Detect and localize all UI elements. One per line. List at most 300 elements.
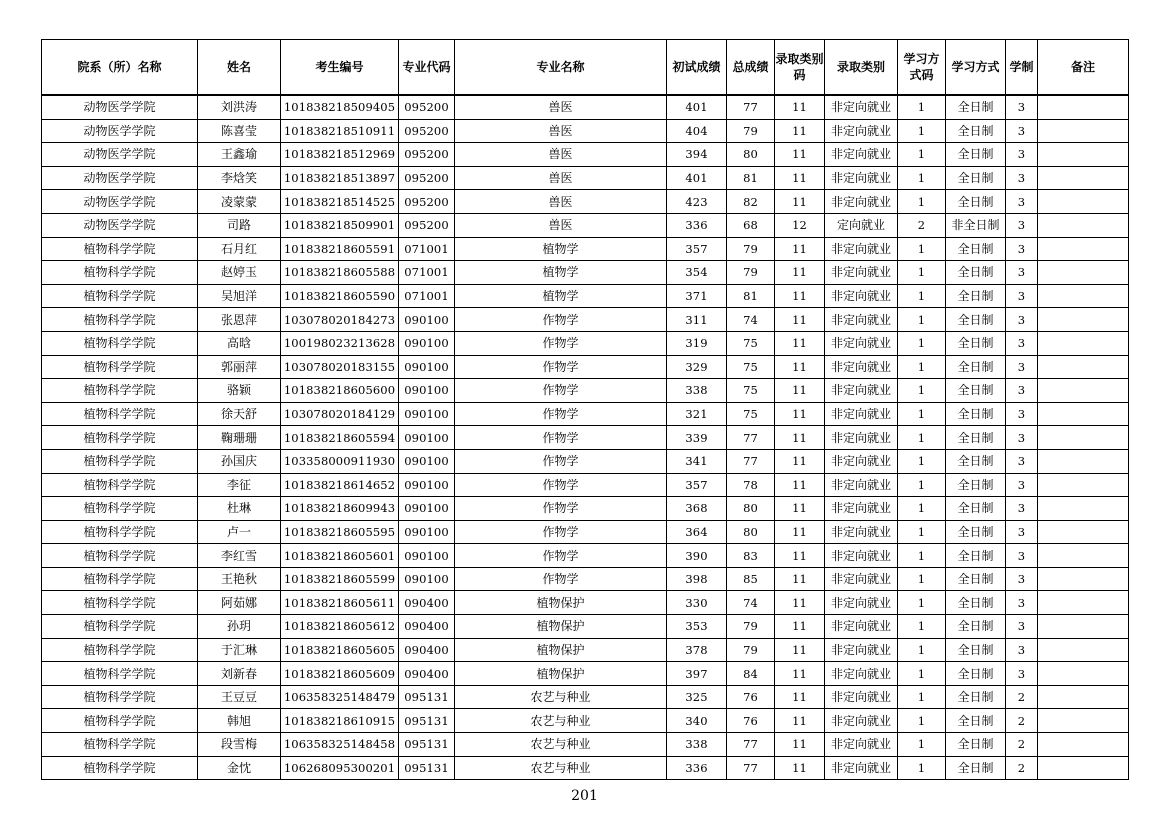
cell-study-mode-code: 1 — [898, 119, 946, 143]
cell-name: 石月红 — [198, 237, 281, 261]
cell-adm-type: 非定向就业 — [825, 685, 898, 709]
header-study-mode-code: 学习方式码 — [898, 40, 946, 96]
cell-study-mode-code: 2 — [898, 213, 946, 237]
cell-duration: 3 — [1006, 166, 1038, 190]
cell-exam-id: 103078020184273 — [281, 308, 399, 332]
cell-total-score: 75 — [727, 331, 775, 355]
cell-major-code: 095131 — [399, 733, 455, 757]
cell-adm-type-code: 11 — [775, 284, 825, 308]
cell-major-code: 090400 — [399, 662, 455, 686]
cell-name: 金忱 — [198, 756, 281, 780]
table-row — [42, 308, 1129, 332]
cell-adm-type-code: 11 — [775, 709, 825, 733]
cell-adm-type-code: 11 — [775, 497, 825, 521]
header-adm-type-code: 录取类别码 — [775, 40, 825, 96]
cell-total-score: 77 — [727, 733, 775, 757]
cell-major-name: 兽医 — [455, 190, 667, 214]
cell-major-name: 兽医 — [455, 95, 667, 119]
cell-study-mode-code: 1 — [898, 379, 946, 403]
cell-name: 司路 — [198, 213, 281, 237]
cell-major-code: 095131 — [399, 685, 455, 709]
cell-name: 于汇琳 — [198, 638, 281, 662]
cell-major-code: 090100 — [399, 426, 455, 450]
cell-exam-id: 101838218605601 — [281, 544, 399, 568]
cell-major-code: 071001 — [399, 261, 455, 285]
cell-study-mode-code: 1 — [898, 544, 946, 568]
cell-dept: 植物科学学院 — [42, 284, 198, 308]
cell-study-mode: 全日制 — [946, 685, 1006, 709]
cell-total-score: 78 — [727, 473, 775, 497]
cell-major-code: 095131 — [399, 709, 455, 733]
cell-adm-type: 非定向就业 — [825, 473, 898, 497]
cell-prelim-score: 336 — [667, 756, 727, 780]
cell-name: 杜琳 — [198, 497, 281, 521]
table-row — [42, 497, 1129, 521]
cell-name: 李焓笑 — [198, 166, 281, 190]
cell-prelim-score: 401 — [667, 95, 727, 119]
cell-adm-type-code: 11 — [775, 662, 825, 686]
cell-remarks — [1038, 709, 1129, 733]
cell-adm-type-code: 11 — [775, 756, 825, 780]
cell-name: 张恩萍 — [198, 308, 281, 332]
cell-total-score: 68 — [727, 213, 775, 237]
cell-duration: 3 — [1006, 449, 1038, 473]
cell-adm-type-code: 11 — [775, 331, 825, 355]
cell-exam-id: 101838218514525 — [281, 190, 399, 214]
cell-major-code: 090100 — [399, 473, 455, 497]
cell-adm-type: 非定向就业 — [825, 733, 898, 757]
cell-duration: 3 — [1006, 567, 1038, 591]
cell-study-mode: 全日制 — [946, 143, 1006, 167]
cell-adm-type: 非定向就业 — [825, 756, 898, 780]
table-row — [42, 355, 1129, 379]
cell-name: 赵婷玉 — [198, 261, 281, 285]
cell-prelim-score: 368 — [667, 497, 727, 521]
cell-study-mode: 全日制 — [946, 426, 1006, 450]
cell-duration: 3 — [1006, 497, 1038, 521]
table-row — [42, 166, 1129, 190]
cell-study-mode-code: 1 — [898, 685, 946, 709]
table-row — [42, 379, 1129, 403]
header-remarks: 备注 — [1038, 40, 1129, 96]
cell-prelim-score: 423 — [667, 190, 727, 214]
cell-adm-type: 非定向就业 — [825, 308, 898, 332]
admission-table — [41, 39, 1129, 780]
cell-remarks — [1038, 520, 1129, 544]
cell-duration: 3 — [1006, 95, 1038, 119]
cell-exam-id: 101838218609943 — [281, 497, 399, 521]
cell-prelim-score: 338 — [667, 733, 727, 757]
cell-major-name: 作物学 — [455, 308, 667, 332]
cell-remarks — [1038, 473, 1129, 497]
cell-adm-type: 非定向就业 — [825, 190, 898, 214]
cell-prelim-score: 397 — [667, 662, 727, 686]
cell-exam-id: 101838218605588 — [281, 261, 399, 285]
cell-exam-id: 101838218605605 — [281, 638, 399, 662]
cell-remarks — [1038, 449, 1129, 473]
cell-duration: 3 — [1006, 213, 1038, 237]
cell-prelim-score: 353 — [667, 615, 727, 639]
cell-study-mode-code: 1 — [898, 355, 946, 379]
cell-dept: 植物科学学院 — [42, 709, 198, 733]
cell-name: 王鑫瑜 — [198, 143, 281, 167]
cell-duration: 3 — [1006, 662, 1038, 686]
cell-exam-id: 101838218509901 — [281, 213, 399, 237]
table-row — [42, 615, 1129, 639]
cell-exam-id: 101838218510911 — [281, 119, 399, 143]
cell-major-code: 090100 — [399, 331, 455, 355]
cell-study-mode: 全日制 — [946, 756, 1006, 780]
cell-remarks — [1038, 402, 1129, 426]
cell-remarks — [1038, 638, 1129, 662]
cell-study-mode: 全日制 — [946, 166, 1006, 190]
cell-study-mode: 全日制 — [946, 567, 1006, 591]
header-row — [42, 40, 1129, 96]
cell-remarks — [1038, 261, 1129, 285]
cell-name: 高晗 — [198, 331, 281, 355]
cell-prelim-score: 338 — [667, 379, 727, 403]
cell-study-mode: 全日制 — [946, 615, 1006, 639]
table-row — [42, 284, 1129, 308]
cell-name: 王艳秋 — [198, 567, 281, 591]
cell-study-mode: 全日制 — [946, 473, 1006, 497]
cell-duration: 3 — [1006, 615, 1038, 639]
cell-study-mode: 全日制 — [946, 190, 1006, 214]
cell-name: 陈喜莹 — [198, 119, 281, 143]
cell-major-name: 作物学 — [455, 426, 667, 450]
cell-exam-id: 101838218605594 — [281, 426, 399, 450]
cell-major-name: 植物学 — [455, 261, 667, 285]
cell-study-mode: 全日制 — [946, 119, 1006, 143]
cell-name: 郭丽萍 — [198, 355, 281, 379]
cell-study-mode: 全日制 — [946, 284, 1006, 308]
cell-name: 凌蒙蒙 — [198, 190, 281, 214]
cell-major-name: 植物学 — [455, 237, 667, 261]
cell-study-mode-code: 1 — [898, 166, 946, 190]
cell-study-mode-code: 1 — [898, 95, 946, 119]
cell-dept: 动物医学学院 — [42, 190, 198, 214]
cell-adm-type: 非定向就业 — [825, 567, 898, 591]
cell-dept: 动物医学学院 — [42, 166, 198, 190]
cell-major-name: 作物学 — [455, 544, 667, 568]
cell-adm-type: 非定向就业 — [825, 426, 898, 450]
cell-exam-id: 103078020183155 — [281, 355, 399, 379]
cell-dept: 植物科学学院 — [42, 331, 198, 355]
cell-prelim-score: 394 — [667, 143, 727, 167]
cell-adm-type: 非定向就业 — [825, 237, 898, 261]
cell-duration: 3 — [1006, 308, 1038, 332]
cell-study-mode-code: 1 — [898, 284, 946, 308]
header-exam-id: 考生编号 — [281, 40, 399, 96]
cell-duration: 3 — [1006, 190, 1038, 214]
cell-adm-type-code: 11 — [775, 190, 825, 214]
cell-prelim-score: 321 — [667, 402, 727, 426]
cell-total-score: 79 — [727, 261, 775, 285]
cell-study-mode: 全日制 — [946, 402, 1006, 426]
cell-exam-id: 101838218605600 — [281, 379, 399, 403]
cell-dept: 植物科学学院 — [42, 355, 198, 379]
cell-adm-type-code: 12 — [775, 213, 825, 237]
cell-adm-type-code: 11 — [775, 166, 825, 190]
cell-adm-type: 非定向就业 — [825, 119, 898, 143]
cell-study-mode: 全日制 — [946, 638, 1006, 662]
cell-study-mode-code: 1 — [898, 520, 946, 544]
cell-major-code: 090100 — [399, 567, 455, 591]
cell-exam-id: 101838218605611 — [281, 591, 399, 615]
cell-study-mode-code: 1 — [898, 473, 946, 497]
cell-prelim-score: 401 — [667, 166, 727, 190]
cell-major-code: 095200 — [399, 95, 455, 119]
cell-total-score: 83 — [727, 544, 775, 568]
cell-duration: 2 — [1006, 685, 1038, 709]
cell-major-name: 农艺与种业 — [455, 733, 667, 757]
cell-major-name: 作物学 — [455, 567, 667, 591]
cell-adm-type: 非定向就业 — [825, 449, 898, 473]
cell-adm-type-code: 11 — [775, 237, 825, 261]
cell-prelim-score: 357 — [667, 473, 727, 497]
cell-total-score: 77 — [727, 756, 775, 780]
cell-major-name: 作物学 — [455, 331, 667, 355]
cell-exam-id: 101838218605609 — [281, 662, 399, 686]
cell-major-name: 作物学 — [455, 402, 667, 426]
cell-major-code: 090100 — [399, 402, 455, 426]
table-row — [42, 402, 1129, 426]
cell-duration: 3 — [1006, 379, 1038, 403]
cell-exam-id: 106358325148479 — [281, 685, 399, 709]
cell-study-mode-code: 1 — [898, 756, 946, 780]
cell-adm-type-code: 11 — [775, 426, 825, 450]
cell-adm-type: 非定向就业 — [825, 662, 898, 686]
cell-dept: 植物科学学院 — [42, 237, 198, 261]
cell-adm-type: 非定向就业 — [825, 402, 898, 426]
cell-major-code: 071001 — [399, 284, 455, 308]
cell-dept: 植物科学学院 — [42, 520, 198, 544]
cell-major-code: 090100 — [399, 520, 455, 544]
cell-study-mode: 全日制 — [946, 733, 1006, 757]
cell-dept: 植物科学学院 — [42, 615, 198, 639]
cell-adm-type: 非定向就业 — [825, 544, 898, 568]
cell-study-mode-code: 1 — [898, 567, 946, 591]
cell-adm-type: 非定向就业 — [825, 95, 898, 119]
cell-adm-type-code: 11 — [775, 544, 825, 568]
cell-exam-id: 101838218605591 — [281, 237, 399, 261]
page-number: 201 — [571, 788, 598, 804]
cell-remarks — [1038, 213, 1129, 237]
table-row — [42, 143, 1129, 167]
cell-remarks — [1038, 379, 1129, 403]
cell-exam-id: 101838218605590 — [281, 284, 399, 308]
cell-adm-type: 非定向就业 — [825, 497, 898, 521]
cell-prelim-score: 311 — [667, 308, 727, 332]
cell-study-mode: 全日制 — [946, 331, 1006, 355]
cell-adm-type-code: 11 — [775, 119, 825, 143]
cell-prelim-score: 319 — [667, 331, 727, 355]
cell-dept: 动物医学学院 — [42, 213, 198, 237]
cell-remarks — [1038, 143, 1129, 167]
cell-adm-type-code: 11 — [775, 638, 825, 662]
cell-major-name: 植物保护 — [455, 615, 667, 639]
cell-prelim-score: 371 — [667, 284, 727, 308]
cell-adm-type: 非定向就业 — [825, 166, 898, 190]
cell-prelim-score: 357 — [667, 237, 727, 261]
cell-prelim-score: 329 — [667, 355, 727, 379]
cell-name: 鞠珊珊 — [198, 426, 281, 450]
header-dept: 院系（所）名称 — [42, 40, 198, 96]
cell-remarks — [1038, 544, 1129, 568]
cell-major-code: 090400 — [399, 615, 455, 639]
cell-major-code: 095200 — [399, 213, 455, 237]
cell-duration: 3 — [1006, 426, 1038, 450]
cell-remarks — [1038, 119, 1129, 143]
cell-adm-type: 非定向就业 — [825, 331, 898, 355]
cell-total-score: 77 — [727, 449, 775, 473]
cell-adm-type-code: 11 — [775, 733, 825, 757]
cell-dept: 植物科学学院 — [42, 638, 198, 662]
cell-total-score: 74 — [727, 591, 775, 615]
cell-total-score: 76 — [727, 709, 775, 733]
cell-total-score: 81 — [727, 166, 775, 190]
cell-duration: 3 — [1006, 638, 1038, 662]
cell-duration: 3 — [1006, 261, 1038, 285]
cell-study-mode: 全日制 — [946, 379, 1006, 403]
cell-dept: 植物科学学院 — [42, 662, 198, 686]
cell-study-mode: 全日制 — [946, 520, 1006, 544]
cell-major-code: 095200 — [399, 143, 455, 167]
cell-duration: 3 — [1006, 591, 1038, 615]
cell-major-code: 090100 — [399, 308, 455, 332]
cell-study-mode: 全日制 — [946, 497, 1006, 521]
table-row — [42, 544, 1129, 568]
cell-study-mode: 全日制 — [946, 237, 1006, 261]
cell-adm-type-code: 11 — [775, 591, 825, 615]
header-major-name: 专业名称 — [455, 40, 667, 96]
cell-adm-type: 非定向就业 — [825, 615, 898, 639]
cell-total-score: 76 — [727, 685, 775, 709]
cell-dept: 植物科学学院 — [42, 473, 198, 497]
cell-adm-type-code: 11 — [775, 261, 825, 285]
cell-remarks — [1038, 426, 1129, 450]
table-row — [42, 119, 1129, 143]
cell-exam-id: 101838218509405 — [281, 95, 399, 119]
cell-major-code: 095200 — [399, 166, 455, 190]
table-row — [42, 331, 1129, 355]
cell-remarks — [1038, 284, 1129, 308]
cell-major-name: 作物学 — [455, 473, 667, 497]
cell-dept: 植物科学学院 — [42, 379, 198, 403]
cell-exam-id: 101838218513897 — [281, 166, 399, 190]
cell-exam-id: 101838218605599 — [281, 567, 399, 591]
cell-study-mode-code: 1 — [898, 426, 946, 450]
header-prelim-score: 初试成绩 — [667, 40, 727, 96]
cell-total-score: 74 — [727, 308, 775, 332]
cell-name: 卢一 — [198, 520, 281, 544]
cell-major-name: 植物保护 — [455, 662, 667, 686]
cell-adm-type-code: 11 — [775, 685, 825, 709]
cell-study-mode-code: 1 — [898, 449, 946, 473]
table-row — [42, 709, 1129, 733]
cell-major-code: 090100 — [399, 544, 455, 568]
cell-total-score: 80 — [727, 520, 775, 544]
table-row — [42, 449, 1129, 473]
cell-major-name: 农艺与种业 — [455, 756, 667, 780]
cell-total-score: 75 — [727, 379, 775, 403]
cell-major-name: 兽医 — [455, 213, 667, 237]
cell-total-score: 80 — [727, 497, 775, 521]
cell-exam-id: 106358325148458 — [281, 733, 399, 757]
cell-total-score: 77 — [727, 95, 775, 119]
cell-study-mode-code: 1 — [898, 237, 946, 261]
cell-study-mode: 非全日制 — [946, 213, 1006, 237]
cell-exam-id: 101838218610915 — [281, 709, 399, 733]
cell-duration: 3 — [1006, 520, 1038, 544]
header-name: 姓名 — [198, 40, 281, 96]
cell-adm-type-code: 11 — [775, 379, 825, 403]
table-row — [42, 213, 1129, 237]
cell-exam-id: 101838218605612 — [281, 615, 399, 639]
cell-dept: 植物科学学院 — [42, 756, 198, 780]
cell-name: 段雪梅 — [198, 733, 281, 757]
cell-name: 徐天舒 — [198, 402, 281, 426]
cell-major-code: 095200 — [399, 119, 455, 143]
cell-duration: 3 — [1006, 331, 1038, 355]
header-study-mode: 学习方式 — [946, 40, 1006, 96]
cell-study-mode-code: 1 — [898, 331, 946, 355]
header-duration: 学制 — [1006, 40, 1038, 96]
cell-study-mode: 全日制 — [946, 308, 1006, 332]
cell-remarks — [1038, 685, 1129, 709]
cell-total-score: 79 — [727, 615, 775, 639]
cell-total-score: 85 — [727, 567, 775, 591]
table-row — [42, 261, 1129, 285]
cell-name: 孙国庆 — [198, 449, 281, 473]
cell-major-code: 090100 — [399, 497, 455, 521]
cell-major-name: 作物学 — [455, 379, 667, 403]
cell-prelim-score: 398 — [667, 567, 727, 591]
cell-study-mode-code: 1 — [898, 638, 946, 662]
cell-remarks — [1038, 497, 1129, 521]
table-row — [42, 662, 1129, 686]
cell-adm-type-code: 11 — [775, 615, 825, 639]
cell-major-name: 兽医 — [455, 119, 667, 143]
table-header — [42, 40, 1129, 96]
cell-name: 李红雪 — [198, 544, 281, 568]
cell-adm-type: 非定向就业 — [825, 591, 898, 615]
cell-study-mode-code: 1 — [898, 709, 946, 733]
table-row — [42, 190, 1129, 214]
cell-dept: 植物科学学院 — [42, 591, 198, 615]
cell-duration: 3 — [1006, 119, 1038, 143]
cell-prelim-score: 330 — [667, 591, 727, 615]
cell-prelim-score: 339 — [667, 426, 727, 450]
cell-adm-type-code: 11 — [775, 308, 825, 332]
cell-remarks — [1038, 756, 1129, 780]
cell-duration: 2 — [1006, 756, 1038, 780]
cell-study-mode-code: 1 — [898, 733, 946, 757]
cell-total-score: 79 — [727, 119, 775, 143]
cell-adm-type: 非定向就业 — [825, 355, 898, 379]
table-row — [42, 520, 1129, 544]
cell-major-code: 090400 — [399, 591, 455, 615]
header-major-code: 专业代码 — [399, 40, 455, 96]
cell-study-mode: 全日制 — [946, 95, 1006, 119]
cell-total-score: 79 — [727, 638, 775, 662]
cell-name: 韩旭 — [198, 709, 281, 733]
table-row — [42, 567, 1129, 591]
table-body — [42, 95, 1129, 780]
cell-major-name: 作物学 — [455, 449, 667, 473]
cell-study-mode-code: 1 — [898, 591, 946, 615]
table-row — [42, 733, 1129, 757]
